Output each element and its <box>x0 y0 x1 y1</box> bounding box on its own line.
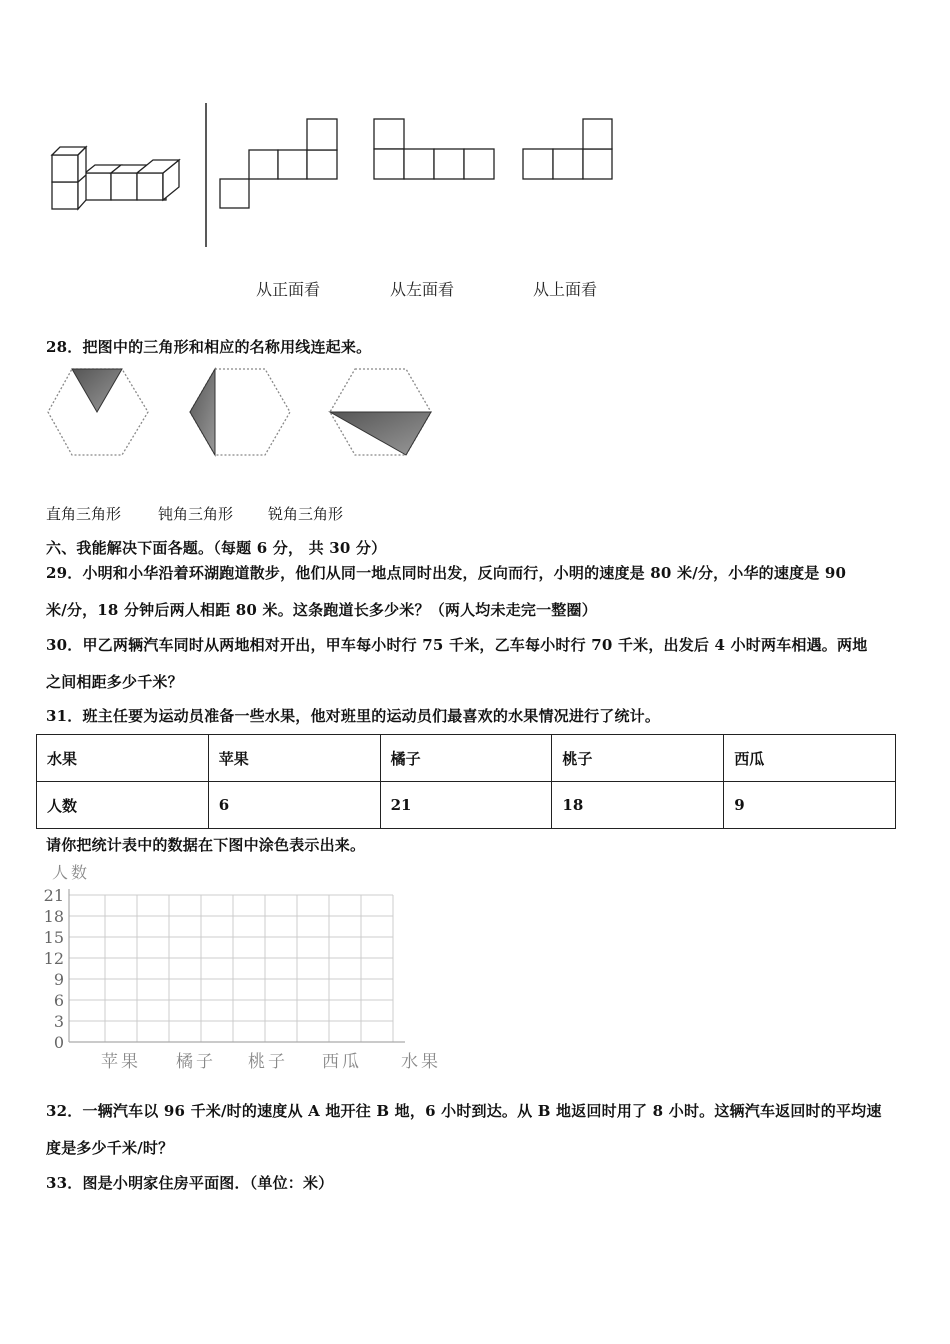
front-view-drawing <box>220 119 337 208</box>
y-tick-label: 15 <box>43 928 64 947</box>
question-30-line-2: 之间相距多少千米？ <box>46 673 183 691</box>
hexagon-3 <box>330 369 431 455</box>
question-31: 31．班主任要为运动员准备一些水果，他对班里的运动员们最喜欢的水果情况进行了统计。 <box>46 707 661 725</box>
question-30-line-1: 30．甲乙两辆汽车同时从两地相对开出，甲车每小时行 75 千米，乙车每小时行 70 千米，出发后 4 小时两车相遇。两地 <box>46 636 868 654</box>
left-view-label: 从左面看 <box>390 280 455 299</box>
cube-views-figure <box>40 95 640 255</box>
section-6-heading: 六、我能解决下面各题。（每题 6 分， 共 30 分） <box>46 539 387 557</box>
y-axis-title: 人数 <box>52 863 91 882</box>
fruit-table <box>36 734 896 829</box>
table-cell: 西瓜 <box>724 735 896 782</box>
hexagon-1 <box>48 369 148 455</box>
left-view-drawing <box>374 119 494 179</box>
table-cell: 橘子 <box>380 735 552 782</box>
question-29-line-2: 米/分，18 分钟后两人相距 80 米。这条跑道长多少米？（两人均未走完一整圈） <box>46 601 597 619</box>
table-row <box>37 782 896 829</box>
question-32-line-1: 32．一辆汽车以 96 千米/时的速度从 A 地开往 B 地，6 小时到达。从 B 地返回时用了 8 小时。这辆汽车返回时的平均速 <box>46 1102 882 1120</box>
hexagon-triangles-figure <box>44 362 444 462</box>
question-29-line-1: 29．小明和小华沿着环湖跑道散步，他们从同一地点同时出发，反向而行，小明的速度是 80 米/分，小华的速度是 90 <box>46 564 847 582</box>
blank-bar-chart <box>36 858 456 1078</box>
x-category-label: 桃子 <box>248 1052 288 1072</box>
table-row <box>37 735 896 782</box>
table-cell: 桃子 <box>552 735 724 782</box>
triangle-name-acute: 锐角三角形 <box>268 505 344 523</box>
question-28: 28．把图中的三角形和相应的名称用线连起来。 <box>46 338 372 356</box>
table-cell: 6 <box>208 782 380 829</box>
top-view-label: 从上面看 <box>533 280 598 299</box>
x-category-label: 西瓜 <box>322 1052 362 1072</box>
top-view-drawing <box>523 119 612 179</box>
y-tick-label: 0 <box>53 1033 64 1052</box>
hexagon-2 <box>190 369 290 455</box>
front-view-label: 从正面看 <box>256 280 321 299</box>
table-cell: 9 <box>724 782 896 829</box>
x-axis-title: 水果 <box>401 1052 441 1072</box>
y-tick-label: 9 <box>53 970 64 989</box>
triangle-name-right: 直角三角形 <box>46 505 122 523</box>
question-31-instruction: 请你把统计表中的数据在下图中涂色表示出来。 <box>46 836 366 854</box>
table-cell: 21 <box>380 782 552 829</box>
y-tick-label: 21 <box>43 886 64 905</box>
x-category-label: 苹果 <box>101 1052 141 1072</box>
table-cell: 苹果 <box>208 735 380 782</box>
y-tick-label: 18 <box>43 907 64 926</box>
y-tick-label: 3 <box>53 1012 64 1031</box>
question-32-line-2: 度是多少千米/时？ <box>46 1139 174 1157</box>
triangle-name-obtuse: 钝角三角形 <box>158 505 234 523</box>
table-cell: 水果 <box>37 735 209 782</box>
table-cell: 18 <box>552 782 724 829</box>
cube-stack-drawing <box>52 147 179 209</box>
table-cell: 人数 <box>37 782 209 829</box>
x-category-label: 橘子 <box>176 1052 216 1072</box>
question-33: 33．图是小明家住房平面图．（单位：米） <box>46 1174 334 1192</box>
y-tick-label: 6 <box>53 991 64 1010</box>
y-tick-label: 12 <box>43 949 64 968</box>
